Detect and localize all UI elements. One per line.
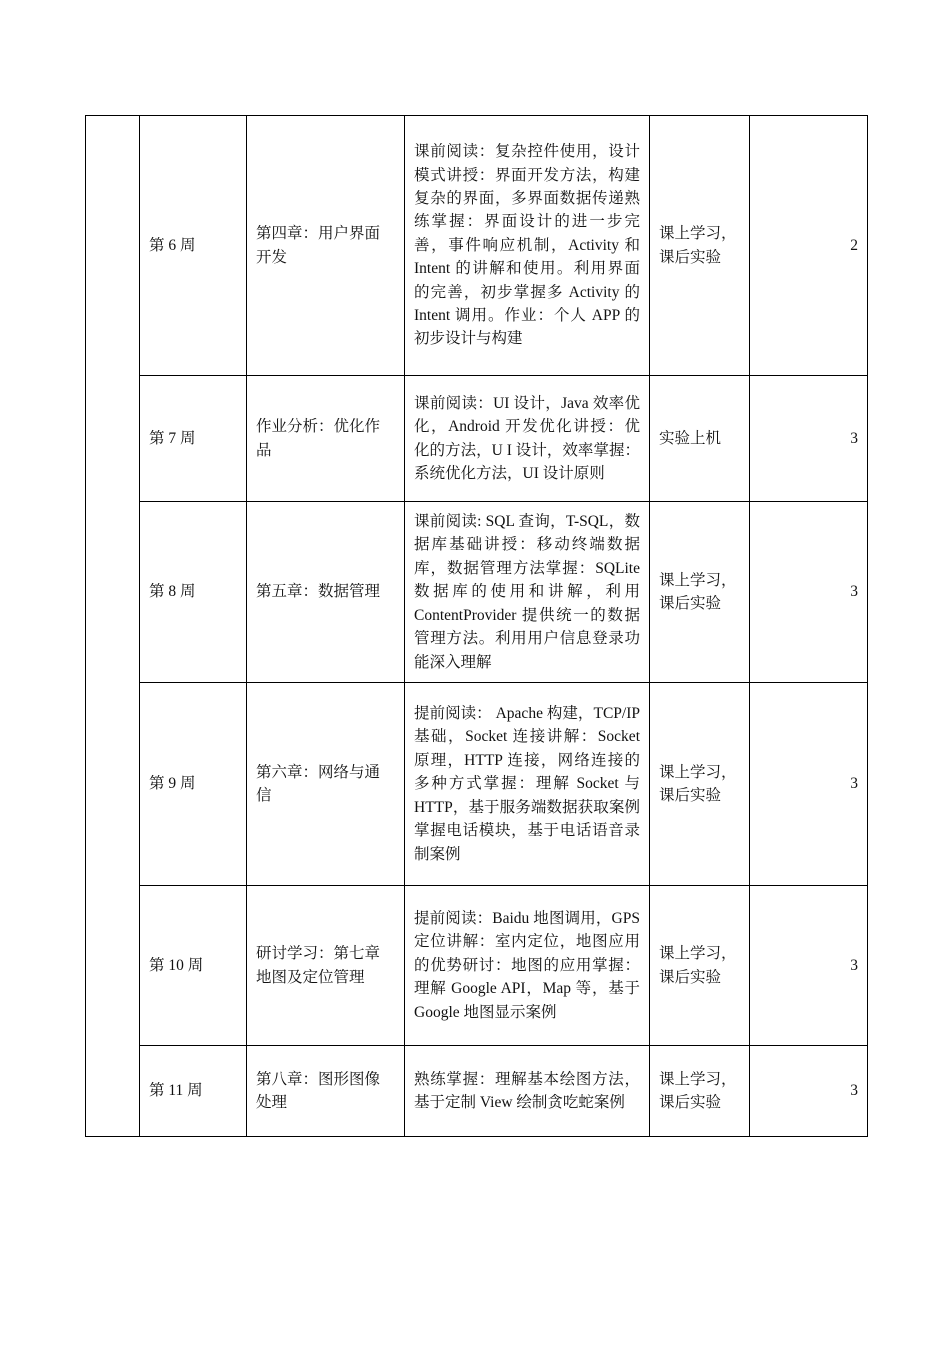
- week-cell: 第 8 周: [140, 502, 247, 683]
- content-cell: 课前阅读：UI 设计，Java 效率优化，Android 开发优化讲授：优化的方法，U I 设计，效率掌握：系统优化方法，UI 设计原则: [405, 376, 650, 502]
- chapter-cell: 研讨学习：第七章地图及定位管理: [247, 886, 405, 1046]
- hours-cell: 3: [750, 502, 868, 683]
- content-cell: 提前阅读：Baidu 地图调用，GPS 定位讲解：室内定位，地图应用的优势研讨：地图的应用掌握：理解 Google API，Map 等，基于 Google 地图显示案例: [405, 886, 650, 1046]
- hours-cell: 3: [750, 683, 868, 886]
- table-row: [86, 683, 868, 886]
- method-cell: 实验上机: [650, 376, 750, 502]
- chapter-cell: 作业分析：优化作品: [247, 376, 405, 502]
- table-row: [86, 116, 868, 376]
- hours-cell: 3: [750, 376, 868, 502]
- table-row: [86, 502, 868, 683]
- method-cell: 课上学习，课后实验: [650, 502, 750, 683]
- content-cell: 课前阅读: SQL 查询，T-SQL，数据库基础讲授：移动终端数据库，数据管理方法掌握：SQLite 数据库的使用和讲解，利用 ContentProvider 提供统一的数据管理方法。利用用户信息登录功能深入理解: [405, 502, 650, 683]
- hours-cell: 2: [750, 116, 868, 376]
- content-cell: 课前阅读：复杂控件使用，设计模式讲授：界面开发方法，构建复杂的界面，多界面数据传递熟练掌握：界面设计的进一步完善，事件响应机制，Activity 和 Intent 的讲解和使用。利用界面的完善，初步掌握多 Activity 的 Intent 调用。作业：个人 APP 的初步设计与构建: [405, 116, 650, 376]
- week-cell: 第 7 周: [140, 376, 247, 502]
- week-cell: 第 10 周: [140, 886, 247, 1046]
- chapter-cell: 第八章：图形图像处理: [247, 1046, 405, 1137]
- chapter-cell: 第六章：网络与通信: [247, 683, 405, 886]
- course-schedule-table: [85, 115, 868, 1137]
- week-cell: 第 9 周: [140, 683, 247, 886]
- hours-cell: 3: [750, 1046, 868, 1137]
- week-cell: 第 6 周: [140, 116, 247, 376]
- merged-first-column: [86, 116, 140, 1137]
- hours-cell: 3: [750, 886, 868, 1046]
- chapter-cell: 第四章：用户界面开发: [247, 116, 405, 376]
- method-cell: 课上学习，课后实验: [650, 886, 750, 1046]
- table-row: [86, 376, 868, 502]
- method-cell: 课上学习，课后实验: [650, 683, 750, 886]
- week-cell: 第 11 周: [140, 1046, 247, 1137]
- content-cell: 提前阅读： Apache 构建，TCP/IP 基础，Socket 连接讲解：Socket 原理，HTTP 连接，网络连接的多种方式掌握：理解 Socket 与 HTTP，基于服务端数据获取案例掌握电话模块，基于电话语音录制案例: [405, 683, 650, 886]
- method-cell: 课上学习，课后实验: [650, 1046, 750, 1137]
- method-cell: 课上学习，课后实验: [650, 116, 750, 376]
- content-cell: 熟练掌握：理解基本绘图方法，基于定制 View 绘制贪吃蛇案例: [405, 1046, 650, 1137]
- table-row: [86, 1046, 868, 1137]
- chapter-cell: 第五章：数据管理: [247, 502, 405, 683]
- table-row: [86, 886, 868, 1046]
